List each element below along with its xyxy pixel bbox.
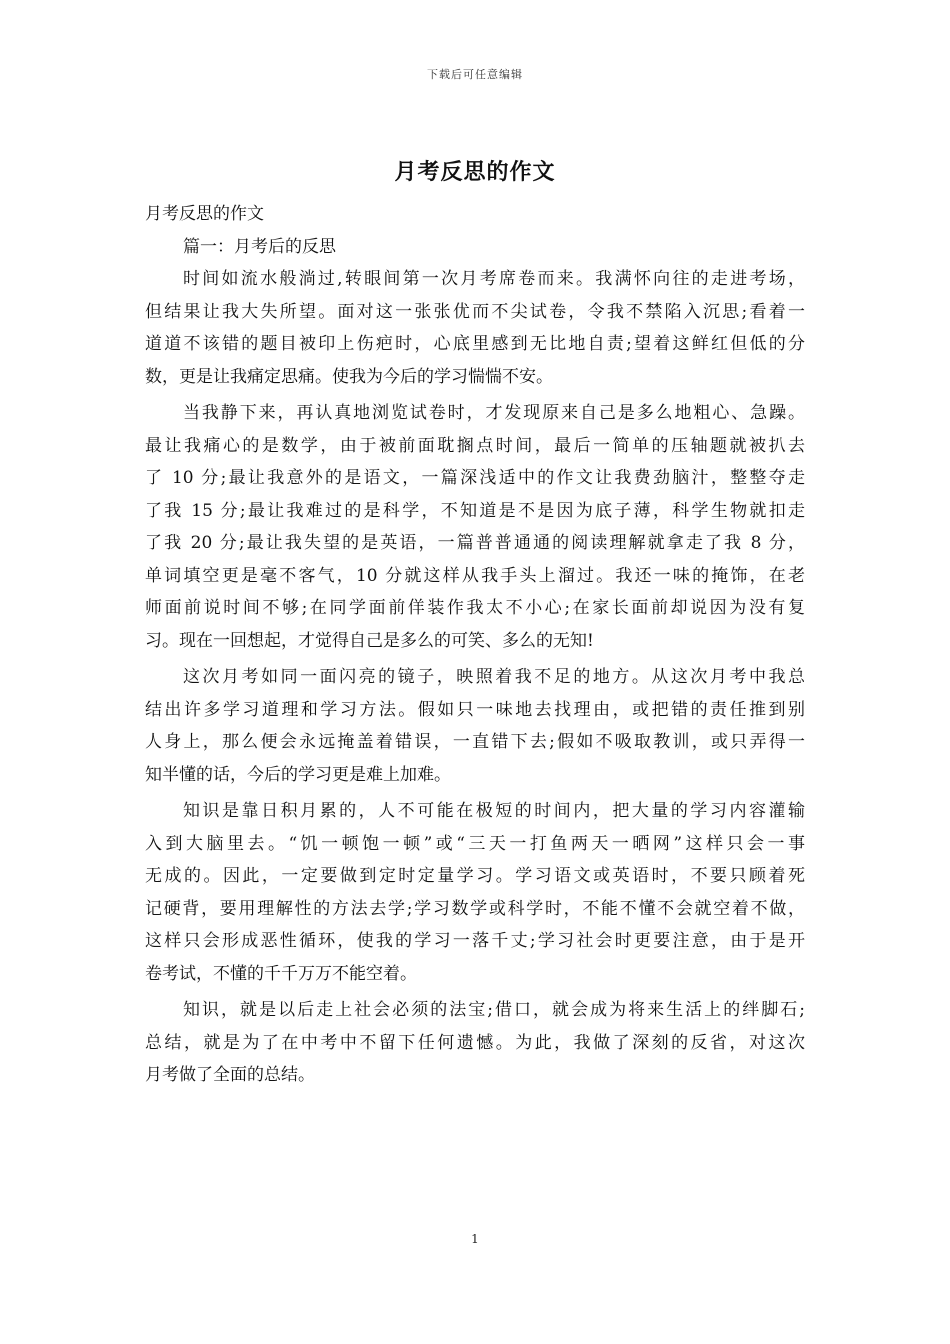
paragraph-line: 结出许多学习道理和学习方法。假如只一味地去找理由，或把错的责任推到别 bbox=[145, 699, 805, 720]
paragraph-line: 知识，就是以后走上社会必须的法宝;借口，就会成为将来生活上的绊脚石; bbox=[183, 1000, 805, 1020]
paragraph-line: 入到大脑里去。“饥一顿饱一顿”或“三天一打鱼两天一晒网”这样只会一事 bbox=[145, 833, 805, 854]
page-number: 1 bbox=[471, 1232, 479, 1246]
paragraph-line: 知半懂的话，今后的学习更是难上加难。 bbox=[145, 764, 451, 785]
paragraph-2 bbox=[145, 397, 805, 657]
document-title: 月考反思的作文 bbox=[394, 159, 556, 185]
paragraph-line: 道道不该错的题目被印上伤疤时，心底里感到无比地自责;望着这鲜红但低的分 bbox=[145, 334, 805, 354]
paragraph-line: 无成的。因此，一定要做到定时定量学习。学习语文或英语时，不要只顾着死 bbox=[145, 866, 805, 886]
paragraph-line: 时间如流水般淌过,转眼间第一次月考席卷而来。我满怀向往的走进考场， bbox=[183, 269, 805, 289]
paragraph-line: 总结，就是为了在中考中不留下任何遗憾。为此，我做了深刻的反省，对这次 bbox=[145, 1032, 805, 1053]
paragraph-line: 了我 15 分;最让我难过的是科学，不知道是不是因为底子薄，科学生物就扣走 bbox=[145, 500, 805, 521]
paragraph-line: 习。现在一回想起，才觉得自己是多么的可笑、多么的无知! bbox=[145, 630, 594, 651]
paragraph-line: 知识是靠日积月累的，人不可能在极短的时间内，把大量的学习内容灌输 bbox=[183, 801, 805, 821]
paragraph-line: 但结果让我大失所望。面对这一张张优而不尖试卷，令我不禁陷入沉思;看着一 bbox=[145, 301, 805, 322]
paragraph-line: 这样只会形成恶性循环，使我的学习一落千丈;学习社会时更要注意，由于是开 bbox=[145, 931, 805, 951]
paragraph-line: 卷考试，不懂的千千万万不能空着。 bbox=[145, 963, 417, 984]
paragraph-line: 最让我痛心的是数学，由于被前面耽搁点时间，最后一简单的压轴题就被扒去 bbox=[145, 435, 805, 456]
paragraph-line: 月考做了全面的总结。 bbox=[145, 1065, 315, 1085]
paragraph-3 bbox=[145, 661, 805, 791]
section-heading: 篇一：月考后的反思 bbox=[183, 236, 336, 257]
paragraph-4 bbox=[145, 795, 805, 990]
paragraph-5 bbox=[145, 994, 805, 1092]
paragraph-1 bbox=[145, 263, 805, 393]
paragraph-line: 记硬背，要用理解性的方法去学;学习数学或科学时，不能不懂不会就空着不做， bbox=[145, 898, 805, 919]
paragraph-line: 单词填空更是毫不客气，10 分就这样从我手头上溜过。我还一味的掩饰，在老 bbox=[145, 565, 805, 586]
paragraph-line: 数，更是让我痛定思痛。使我为今后的学习惴惴不安。 bbox=[145, 366, 553, 387]
paragraph-line: 了 10 分;最让我意外的是语文，一篇深浅适中的作文让我费劲脑汁，整整夺走 bbox=[145, 468, 805, 488]
document-body bbox=[145, 198, 805, 1092]
paragraph-line: 当我静下来，再认真地浏览试卷时，才发现原来自己是多么地粗心、急躁。 bbox=[183, 403, 805, 423]
document-subtitle: 月考反思的作文 bbox=[145, 204, 264, 224]
paragraph-line: 师面前说时间不够;在同学面前佯装作我太不小心;在家长面前却说因为没有复 bbox=[145, 598, 805, 618]
paragraph-line: 了我 20 分;最让我失望的是英语，一篇普普通通的阅读理解就拿走了我 8 分， bbox=[145, 533, 805, 553]
paragraph-line: 这次月考如同一面闪亮的镜子，映照着我不足的地方。从这次月考中我总 bbox=[183, 667, 805, 687]
paragraph-line: 人身上，那么便会永远掩盖着错误，一直错下去;假如不吸取教训，或只弄得一 bbox=[145, 732, 805, 752]
page-header-note: 下载后可任意编辑 bbox=[427, 68, 523, 81]
